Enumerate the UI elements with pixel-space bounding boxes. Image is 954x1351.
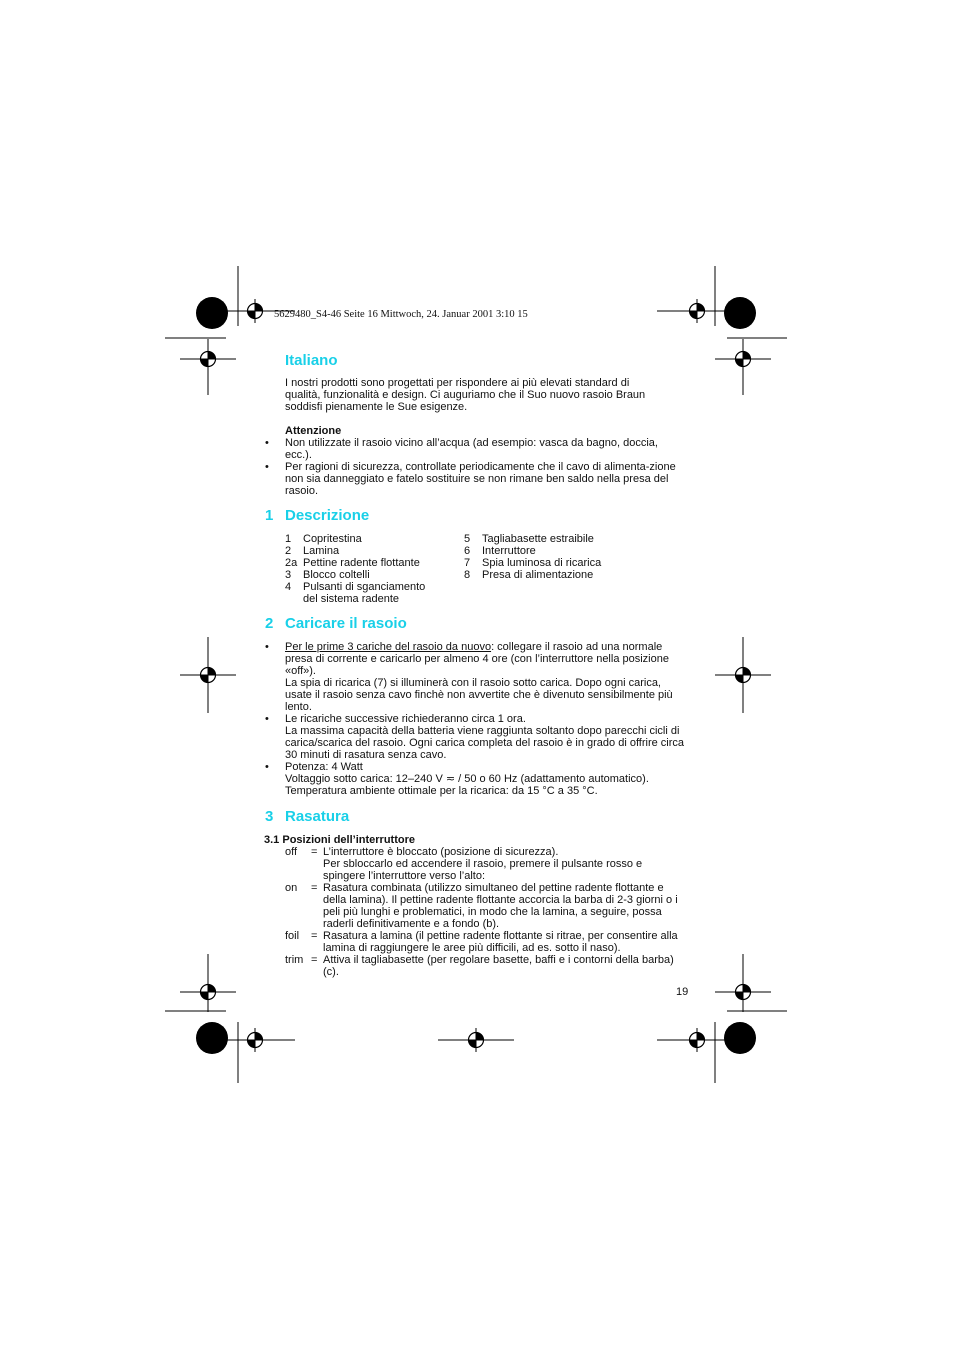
part-item: 1 Copritestina (285, 533, 362, 545)
part-item: 2a Pettine radente flottante (285, 557, 420, 569)
section-3-heading: 3 Rasatura (265, 808, 350, 825)
parts-list-right (464, 533, 664, 581)
intro-paragraph: I nostri prodotti sono progettati per rispondere ai più elevati standard di qualità, funzionalità e design. Ci auguriamo che il Suo nuovo rasoio Braun soddisfi pienamente le Sue esigenze. (285, 377, 646, 413)
part-item: 3 Blocco coltelli (285, 569, 370, 581)
parts-list-left (285, 533, 460, 605)
attention-item: • Non utilizzate il rasoio vicino all’acqua (ad esempio: vasca da bagno, doccia, ecc.). (265, 437, 658, 461)
charging-item: • Potenza: 4 Watt Voltaggio sotto carica: 12–240 V ≂ / 50 o 60 Hz (adattamento automatico). Temperatura ambiente ottimale per la ricarica: da 15 °C a 35 °C. (265, 761, 649, 797)
switch-position-on: on = Rasatura combinata (utilizzo simultaneo del pettine radente flottante e della lamina). Il pettine radente flottante accorcia la barba di 2-3 giorni o i peli più lunghi e problematici, in modo che la lamina, a seguire, possa raderli definitivamente e a fondo (b). (285, 882, 678, 930)
section-2-heading: 2 Caricare il rasoio (265, 615, 407, 632)
section-1-heading: 1 Descrizione (265, 507, 370, 524)
charging-item: • Per le prime 3 cariche del rasoio da nuovo: collegare il rasoio ad una normale presa di corrente e caricarlo per almeno 4 ore (con l’interruttore nella posizione «off»). La spia di ricarica (7) si illuminerà con il rasoio sotto carica. Dopo ogni carica, usate il rasoio senza cavo finchè non avvertite che è divenuto sensibilmente più lento. (265, 641, 673, 713)
charging-item: • Le ricariche successive richiederanno circa 1 ora. La massima capacità della batteria viene raggiunta soltanto dopo parecchi cicli di carica/scarica del rasoio. Ogni carica completa del rasoio è in grado di offrire circa 30 minuti di rasatura senza cavo. (265, 713, 685, 761)
charging-instructions (265, 641, 687, 797)
attention-heading: Attenzione (285, 425, 342, 437)
part-item: 7 Spia luminosa di ricarica (464, 557, 602, 569)
switch-positions (285, 846, 687, 978)
page-number: 19 (676, 986, 689, 998)
switch-position-trim: trim = Attiva il tagliabasette (per regolare basette, baffi e i contorni della barba) (c). (285, 954, 674, 978)
switch-position-foil: foil = Rasatura a lamina (il pettine radente flottante si ritrae, per consentire alla lamina di raggiungere le aree più difficili, ad es. sotto il naso). (285, 930, 678, 954)
attention-item: • Per ragioni di sicurezza, controllate periodicamente che il cavo di alimenta-zione non sia danneggiato e fatelo sostituire se non rimane ben saldo nella presa del rasoio. (265, 461, 676, 497)
part-item: 4 Pulsanti di sganciamento (285, 581, 426, 593)
part-item: del sistema radente (303, 593, 399, 605)
part-item: 2 Lamina (285, 545, 340, 557)
page-title: Italiano (285, 352, 338, 369)
print-imprint: 5629480_S4-46 Seite 16 Mittwoch, 24. Januar 2001 3:10 15 (274, 309, 528, 320)
part-item: 8 Presa di alimentazione (464, 569, 594, 581)
attention-block (265, 425, 685, 497)
switch-position-off: off = L’interruttore è bloccato (posizione di sicurezza). Per sbloccarlo ed accendere il rasoio, premere il pulsante rosso e spingere l’interruttore verso l’alto: (285, 846, 643, 882)
part-item: 5 Tagliabasette estraibile (464, 533, 594, 545)
part-item: 6 Interruttore (464, 545, 536, 557)
subsection-3-1-heading: 3.1 Posizioni dell’interruttore (264, 834, 415, 846)
